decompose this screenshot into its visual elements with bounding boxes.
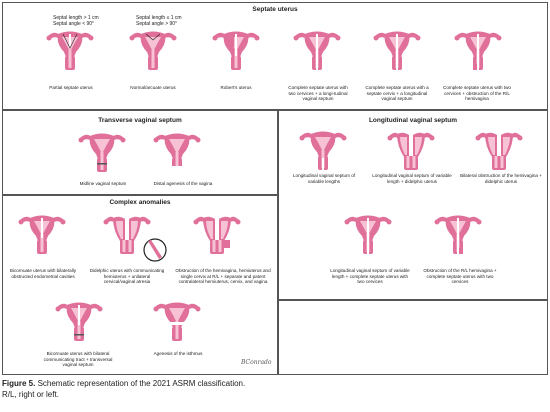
label-bicornuate-communicating: Bicornuate uterus with bilateral communicating tract + transversal vaginal septum — [43, 351, 113, 368]
label-bicornuate-obstructed: Bicornuate uterus with bilaterally obstructed endometrial cavities — [9, 268, 77, 279]
partial-septate-uterus-figure — [46, 30, 94, 72]
midline-vaginal-septum-figure — [78, 132, 126, 174]
zoom-circle-detail — [143, 238, 167, 262]
longitudinal-septum-didelphic-figure — [387, 130, 435, 172]
label-hemivagina-obstruction: Obstruction of the hemivagina, hemiuterus and single cervix at R/L + separate and patent contralateral hemiuterus, cervix, and vagina — [175, 268, 271, 285]
label-normal-arcuate: Normal/arcuate uterus — [130, 85, 176, 90]
bicornuate-communicating-figure — [55, 301, 103, 343]
label-agenesis-isthmus: Agenesis of the isthmus — [153, 351, 203, 356]
figure-caption — [2, 378, 245, 400]
caption-text: Schematic representation of the 2021 ASRM classification. — [35, 379, 246, 388]
distal-agenesis-figure — [153, 132, 201, 174]
label-longitudinal-didelphic: Longitudinal vaginal septum of variable length + didelphic uterus — [372, 173, 452, 184]
panel-septate-uterus — [2, 2, 548, 110]
label-didelphic-communicating: Didelphic uterus with communicating hemiuterus + unilateral cervical/vaginal atresia — [89, 268, 165, 285]
label-longitudinal-variable: Longitudinal vaginal septum of variable lengths — [292, 173, 356, 184]
figure-label: Figure 5. — [2, 379, 36, 388]
hemivagina-obstruction-figure — [193, 214, 241, 256]
label-complete-obstruction: Complete septate uterus with two cervices + obstruction of the R/L hemivagina — [443, 85, 511, 102]
longitudinal-septum-complete-septate-figure — [344, 214, 392, 256]
label-complete-septate-cervix: Complete septate uterus with a septate cervix + a longitudinal vaginal septum — [365, 85, 429, 102]
caption-note: R/L, right or left. — [2, 390, 59, 399]
complete-septate-obstruction-figure — [454, 30, 502, 72]
label-longitudinal-complete-septate: Longitudinal vaginal septum of variable length + complete septate uterus with two cervices — [330, 268, 410, 285]
roberts-uterus-figure — [212, 30, 260, 72]
panel-title: Septate uterus — [252, 6, 298, 13]
label-midline-septum: Midline vaginal septum — [79, 181, 127, 186]
bilateral-obstruction-didelphic-figure — [475, 130, 523, 172]
bicornuate-obstructed-figure — [18, 214, 66, 256]
longitudinal-septum-figure — [299, 130, 347, 172]
measure-partial: Septal length > 1 cm Septal angle < 90° — [53, 15, 99, 27]
label-roberts: Robert's uterus — [220, 85, 252, 90]
measure-normal: Septal length ≤ 1 cm Septal angle > 90° — [136, 15, 182, 27]
complete-septate-two-cervices-figure — [293, 30, 341, 72]
label-distal-agenesis: Distal agenesis of the vagina — [153, 181, 213, 186]
panel-transverse-vaginal-septum — [2, 110, 278, 195]
normal-arcuate-uterus-figure — [129, 30, 177, 72]
panel-title: Transverse vaginal septum — [98, 117, 182, 124]
complete-septate-septate-cervix-figure — [373, 30, 421, 72]
artist-signature: BConrado — [241, 359, 272, 366]
label-obstruction-complete-septate: Obstruction of the R/L hemivagina + complete septate uterus with two cervices — [423, 268, 497, 285]
panel-empty — [278, 300, 548, 375]
panel-longitudinal-vaginal-septum — [278, 110, 548, 300]
label-bilateral-obstruction: Bilateral obstruction of the hemivagina + didelphic uterus — [460, 173, 542, 184]
panel-title: Longitudinal vaginal septum — [368, 117, 458, 124]
panel-complex-anomalies — [2, 195, 278, 375]
label-partial-septate: Partial septate uterus — [49, 85, 93, 90]
agenesis-isthmus-figure — [153, 301, 201, 343]
panel-title: Complex anomalies — [109, 199, 171, 206]
obstruction-complete-septate-figure — [434, 214, 482, 256]
label-complete-two-cervices: Complete septate uterus with two cervices + a longi-tudinal vaginal septum — [288, 85, 348, 102]
